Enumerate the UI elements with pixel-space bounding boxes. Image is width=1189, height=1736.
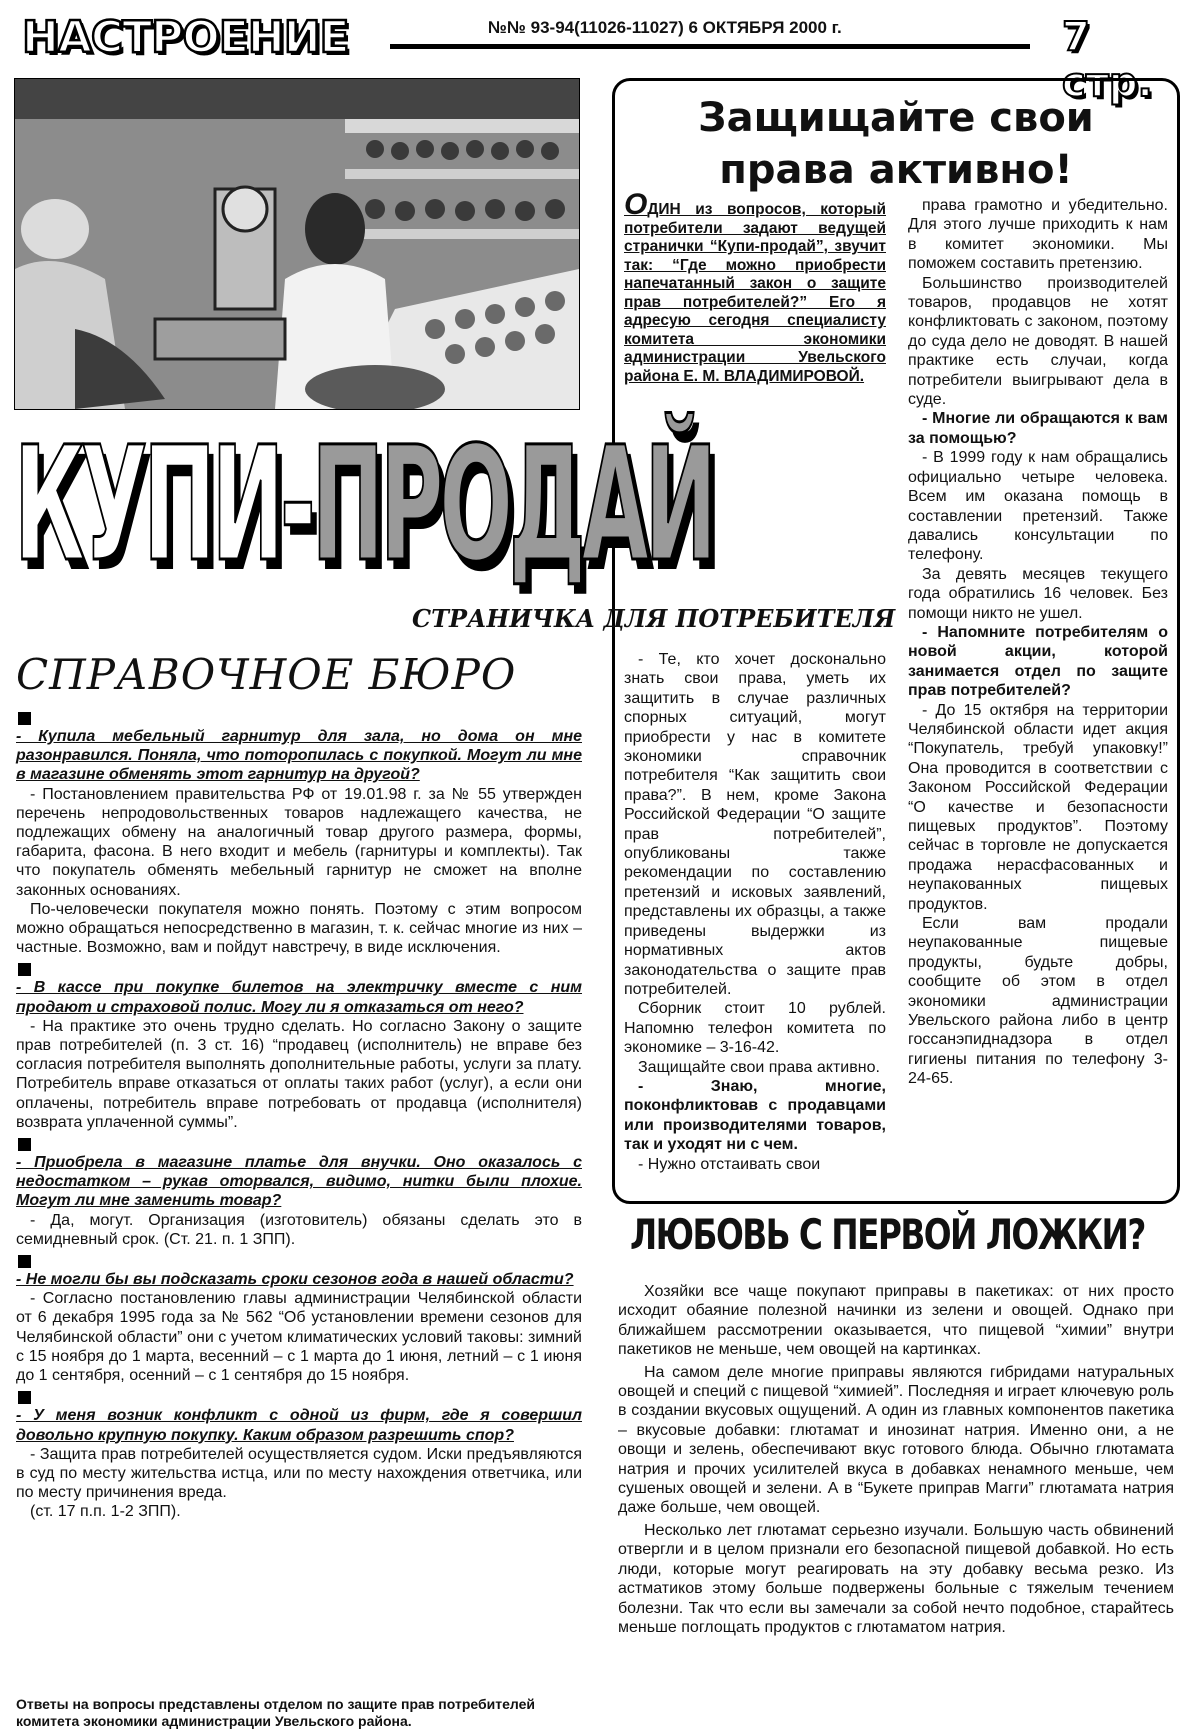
qa-question: - В кассе при покупке билетов на электричку вместе с ним продают и страховой полис. Могу ли я отказаться от него? [16,979,582,1016]
rights-column-left [624,650,886,1174]
qa-item [16,1138,582,1249]
love-article [618,1282,1174,1640]
rights-intro [624,188,886,386]
banner-title-part1: КУПИ- [14,413,312,597]
rights-question: - Многие ли обращаются к вам за помощью? [908,410,1168,447]
issue-number: №№ 93-94(11026-11027) 6 ОКТЯБРЯ 2000 г. [488,18,842,37]
rights-paragraph: права грамотно и убедительно. Для этого лучше приходить к нам в комитет экономики. Мы поможем составить претензию. [908,197,1168,273]
qa-answer: (ст. 17 п.п. 1-2 ЗПП). [30,1503,181,1521]
rights-paragraph: Большинство производителей товаров, продавцов не хотят конфликтовать с законом, поэтому до суда дело не доводят. В нашей практике есть случаи, когда потребители выигрывают дела в суде. [908,274,1168,409]
love-paragraph: Хозяйки все чаще покупают приправы в пакетиках: от них просто исходит обаяние полезной начинки из зелени и овощей. Однако при ближайшем рассмотрении оказывается, что пищевой “химии” внутри пакетиков не меньше, чем овощей на картинках. [618,1283,1174,1359]
love-paragraph: На самом деле многие приправы являются гибридами натуральных овощей и специй с пищевой “химией”. Последняя и играет ключевую роль в создании вкусовых ощущений. А один из главных компонентов пакетика – вкусовые добавки: глютамат и инозинат натрия. Именно они, а не овощи и зелень, обеспечивают вкус готового блюда. Обычно глютамата натрия и прочих усилителей вкуса в добавках ненамного меньше, чем сушеных овощей и зелени. А в “Букете приправ Магги” глютамата натрия даже больше, чем овощей. [618,1363,1174,1517]
love-title: ЛЮБОВЬ С ПЕРВОЙ ЛОЖКИ? [630,1210,1145,1259]
banner-title [14,405,713,605]
banner-title-part2: ПРОДАЙ [311,413,713,597]
rights-title: Защищайте свои права активно! [698,95,1094,193]
bureau-footnote: Ответы на вопросы представлены отделом по защите прав потребителей комитета экономики администрации Увельского района. [16,1696,535,1729]
qa-item [16,963,582,1132]
banner-subtitle: СТРАНИЧКА ДЛЯ ПОТРЕБИТЕЛЯ [412,604,896,633]
qa-answer: - Да, могут. Организация (изготовитель) обязаны сделать это в семидневный срок. (Ст. 21. п. 1 ЗПП). [16,1211,582,1248]
rights-paragraph: За девять месяцев текущего года обратились 16 человек. Без помощи никто не ушел. [908,565,1168,622]
rights-paragraph: Защищайте свои права активно. [638,1058,880,1076]
qa-item [16,712,582,957]
bullet-square-icon [18,1138,31,1151]
rights-column-right [908,196,1168,1089]
rights-paragraph: - Нужно отстаивать свои [638,1155,821,1173]
love-paragraph: Несколько лет глютамат серьезно изучали. Большую часть обвинений отвергли и в целом признали его безопасной пищевой добавкой. Но есть люди, которые могут реагировать на эту добавку весьма резко. Из астматиков этому больше подвержены больные с тяжелым течением болезни. Так что если вы замечали за собой нечто подобное, старайтесь меньше поглощать продуктов с глютаматом натрия. [618,1521,1174,1636]
rights-paragraph: - Те, кто хочет досконально знать свои права, уметь их защитить в случае различных спорных ситуаций, могут приобрести у нас в комитете экономики справочник потребителя “Как защитить свои права?”. В нем, кроме Закона Российской Федерации “О защите прав потребителей”, опубликованы также рекомендации по составлению претензий и исковых заявлений, представлены их образцы, а также приведены выдержки из нормативных актов законодательства о защите прав потребителей. [624,651,886,998]
bullet-square-icon [18,712,31,725]
market-photo [14,78,580,410]
qa-item [16,1255,582,1385]
market-photo-image [15,79,579,409]
qa-answer: По-человечески покупателя можно понять. Поэтому с этим вопросом можно обращаться непосредственно в магазин, т. к. сейчас многие из них – частные. Возможно, вам и пойдут навстречу, в виде исключения. [16,900,582,957]
section-title: НАСТРОЕНИЕ [22,12,349,63]
rights-question: - Знаю, многие, поконфликтовав с продавцами или производителями товаров, так и уходят ни с чем. [624,1077,886,1154]
bullet-square-icon [18,1255,31,1268]
bureau-qa [16,706,582,1522]
qa-question: - Приобрела в магазине платье для внучки. Оно оказалось с недостатком – рукав оторвался, видимо, нитки были плохие. Могут ли мне заменить товар? [16,1154,582,1210]
qa-answer: - Согласно постановлению главы администрации Челябинской области от 6 декабря 1995 года за № 562 “Об установлении времени сезонов для Челябинской области” они с учетом климатических условий таковы: зимний с 15 ноября до 1 марта, весенний – с 1 марта до 1 июня, летний – с 1 июня до 1 сентября, осенний – с 1 сентября до 15 ноября. [16,1290,582,1385]
bullet-square-icon [18,1391,31,1404]
page-number: 7 стр. [1062,14,1153,106]
qa-question: - Не могли бы вы подсказать сроки сезонов года в нашей области? [16,1271,574,1289]
rights-question: - Напомните потребителям о новой акции, которой занимается отдел по защите прав потребителей? [908,623,1168,700]
intro-text: ДИН из вопросов, который потребители задают ведущей странички “Купи-продай”, звучит так: “Где можно приобрести напечатанный закон о защите прав потребителей?” Его я адресую сегодня специалисту комитета экономики администрации Увельского района Е. М. ВЛАДИМИРОВОЙ. [624,201,886,385]
bullet-square-icon [18,963,31,976]
bureau-title: СПРАВОЧНОЕ БЮРО [16,650,517,699]
rights-paragraph: - В 1999 году к нам обращались официально четыре человека. Всем им оказана помощь в составлении претензий. Также давались консультации по телефону. [908,449,1168,564]
qa-answer: - На практике это очень трудно сделать. Но согласно Закону о защите прав потребителей (п. 3 ст. 16) “продавец (исполнитель) не вправе без согласия потребителя выполнять дополнительные работы, услуги за плату. Потребитель вправе отказаться от оплаты таких работ (услуг), а если они оплачены, потребитель вправе потребовать от продавца (исполнителя) возврата уплаченной суммы”. [16,1017,582,1131]
qa-answer: - Защита прав потребителей осуществляется судом. Иски предъявляются в суд по месту жительства истца, или по месту нахождения ответчика, или по месту причинения вреда. [16,1445,582,1502]
qa-item [16,1391,582,1521]
qa-question: - У меня возник конфликт с одной из фирм, где я совершил довольно крупную покупку. Каким образом разрешить спор? [16,1407,582,1444]
intro-dropcap: О [624,188,648,221]
qa-question: - Купила мебельный гарнитур для зала, но дома он мне разонравился. Поняла, что поторопилась с покупкой. Могут ли мне в магазине обменять этот гарнитур на другой? [16,728,582,784]
rights-paragraph: Сборник стоит 10 рублей. Напомню телефон комитета по экономике – 3-16-42. [624,1000,886,1057]
qa-answer: - Постановлением правительства РФ от 19.01.98 г. за № 55 утвержден перечень непродовольственных товаров надлежащего качества, не подлежащих обмену на аналогичный товар другого размера, формы, габарита, фасона. В него входит и мебель (гарнитуры и комплекты). Так что покупатель обменять мебельный гарнитур не сможет на вполне законных основаниях. [16,785,582,899]
rights-paragraph: Если вам продали неупакованные пищевые продукты, будьте добры, сообщите об этом в отдел экономики администрации Увельского района либо в центр госсанэпиднадзора в отдел гигиены питания по телефону 3-24-65. [908,915,1168,1088]
rights-paragraph: - До 15 октября на территории Челябинской области идет акция “Покупатель, требуй упаковку!” Она проводится в соответствии с Законом Российской Федерации “О качестве и безопасности пищевых продуктов”. Поэтому сейчас в торговле не допускается продажа нерасфасованных и неупакованных пищевых продуктов. [908,701,1168,913]
header-rule [390,44,1030,49]
